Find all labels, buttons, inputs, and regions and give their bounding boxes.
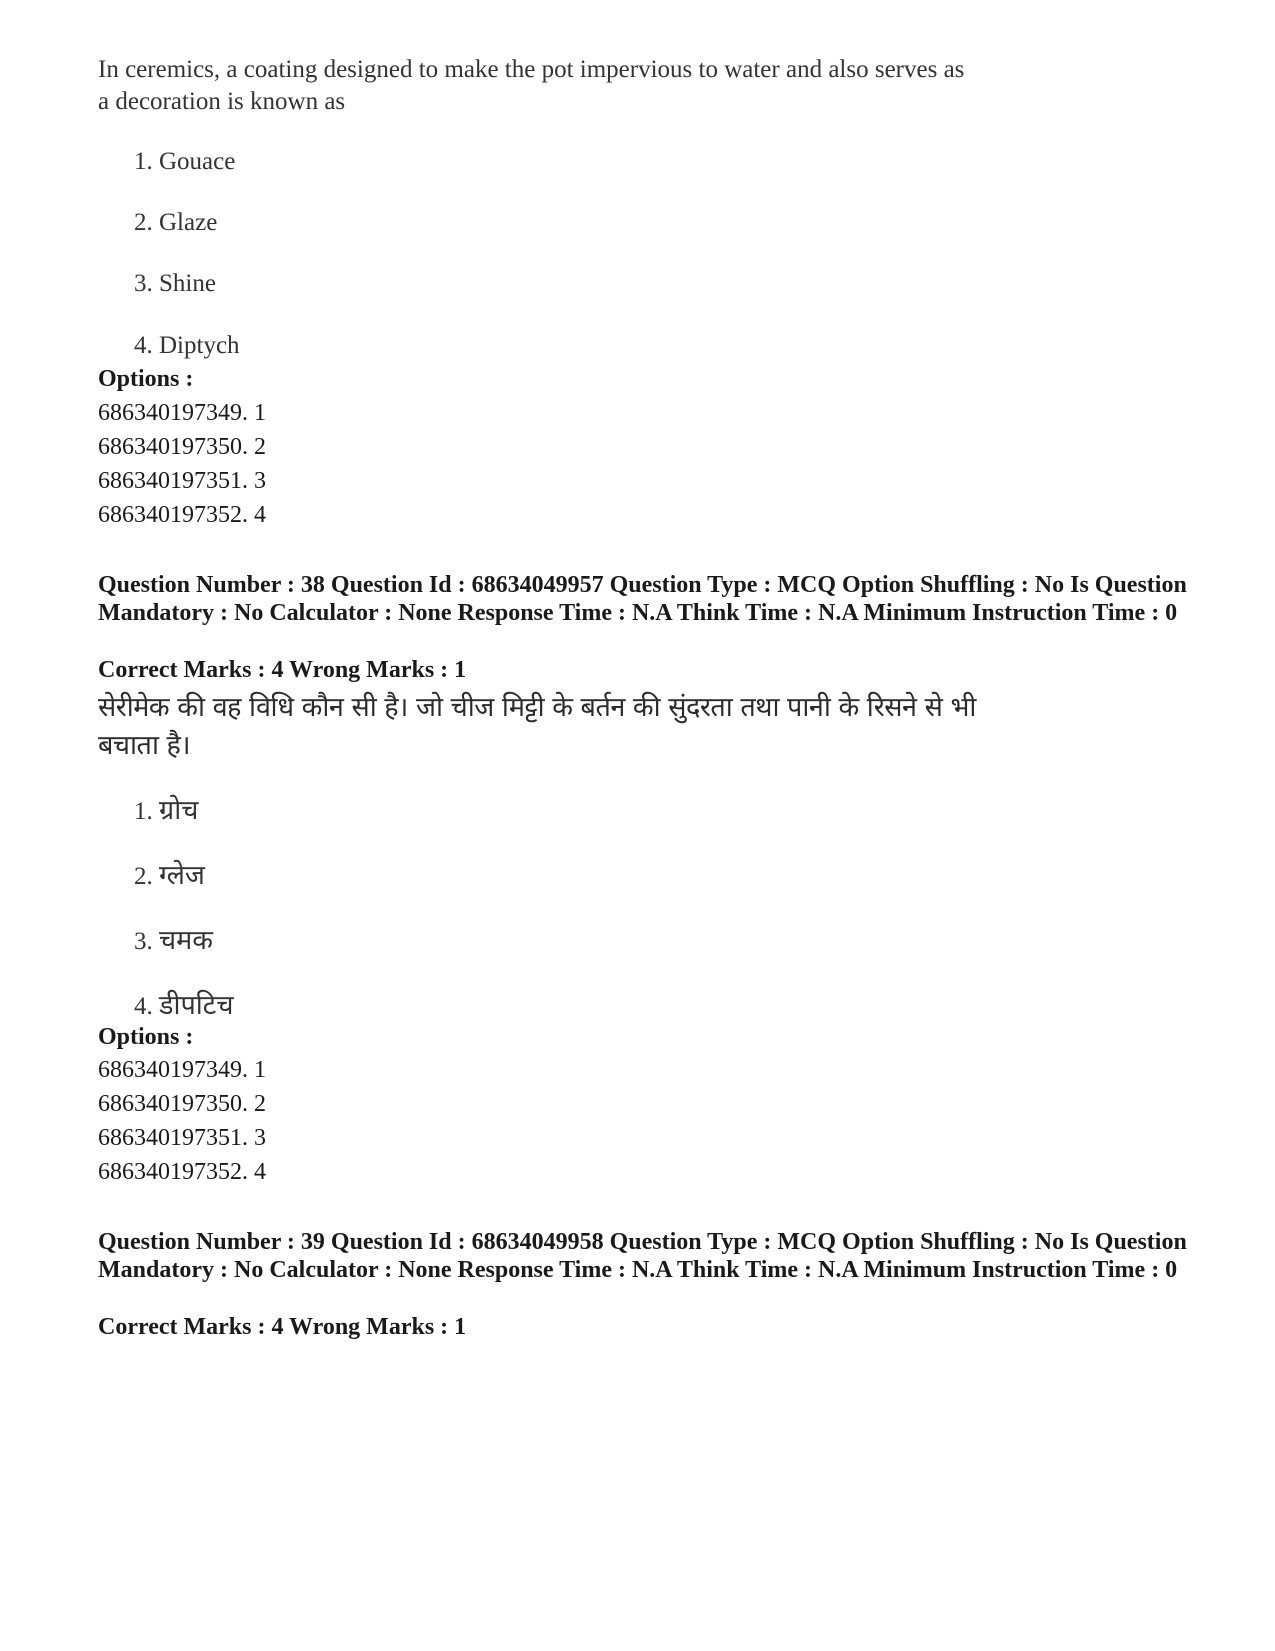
option-id-row: 686340197351. 3 bbox=[98, 468, 266, 494]
option-id-row: 686340197352. 4 bbox=[98, 1159, 266, 1185]
question-37-choice-2: 2. Glaze bbox=[134, 209, 218, 236]
question-39-marks: Correct Marks : 4 Wrong Marks : 1 bbox=[98, 1314, 467, 1340]
question-37-choice-4: 4. Diptych bbox=[134, 332, 240, 359]
question-38-choice-4 bbox=[134, 989, 234, 1024]
question-38-choice-1 bbox=[134, 794, 198, 829]
question-38-meta: Question Number : 38 Question Id : 68634049957 Question Type : MCQ Option Shuffling : No Is Question Mandatory : No Calculator : None Response Time : N.A Think Time : N.A Minimum Instruction Time : 0 bbox=[98, 572, 1187, 626]
choice-text: डीपटिच bbox=[159, 990, 234, 1021]
question-39-meta: Question Number : 39 Question Id : 68634049958 Question Type : MCQ Option Shuffling : No Is Question Mandatory : No Calculator : None Response Time : N.A Think Time : N.A Minimum Instruction Time : 0 bbox=[98, 1229, 1187, 1283]
option-id-row: 686340197350. 2 bbox=[98, 1091, 266, 1117]
question-37-choice-1: 1. Gouace bbox=[134, 148, 236, 175]
question-38-options-label: Options : bbox=[98, 1024, 194, 1050]
choice-text: चमक bbox=[159, 925, 214, 956]
option-id-row: 686340197349. 1 bbox=[98, 1057, 266, 1083]
question-38-choice-2 bbox=[134, 859, 205, 894]
choice-text: ग्लेज bbox=[159, 860, 205, 891]
question-38-choice-3 bbox=[134, 924, 213, 959]
choice-number: 3. bbox=[134, 928, 153, 955]
question-37-stem: In ceremics, a coating designed to make the pot impervious to water and also serves as a decoration is known as bbox=[98, 56, 965, 115]
option-id-row: 686340197349. 1 bbox=[98, 400, 266, 426]
choice-number: 2. bbox=[134, 863, 153, 890]
option-id-row: 686340197350. 2 bbox=[98, 434, 266, 460]
question-38-stem-hindi: सेरीमेक की वह विधि कौन सी है। जो चीज मिट्टी के बर्तन की सुंदरता तथा पानी के रिसने से भी बचाता है। bbox=[98, 692, 976, 761]
question-38-marks: Correct Marks : 4 Wrong Marks : 1 bbox=[98, 657, 467, 683]
option-id-row: 686340197352. 4 bbox=[98, 502, 266, 528]
question-37-options-list bbox=[98, 396, 266, 532]
question-38-options-list bbox=[98, 1053, 266, 1189]
question-37-options-label: Options : bbox=[98, 366, 194, 392]
choice-number: 1. bbox=[134, 798, 153, 825]
question-37-choice-3: 3. Shine bbox=[134, 270, 216, 297]
option-id-row: 686340197351. 3 bbox=[98, 1125, 266, 1151]
choice-number: 4. bbox=[134, 993, 153, 1020]
choice-text: ग्रोच bbox=[159, 795, 199, 826]
